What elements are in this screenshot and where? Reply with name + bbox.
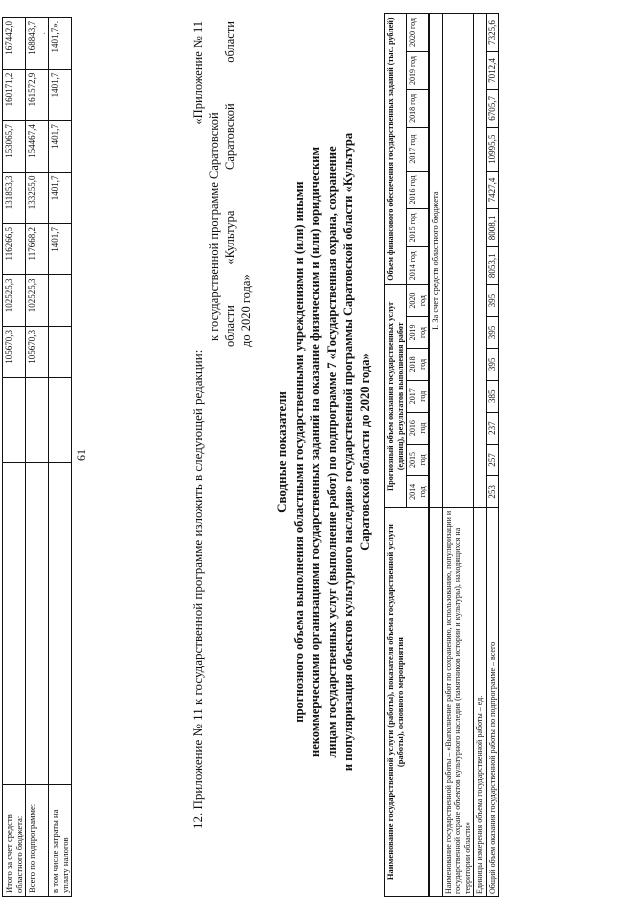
work-name-label: Наименование государственной работы – «Выполнение работ по сохранению, использованию, популяризации и государственной охране объектов культурного наследия (памятников истории и культуры), находящихся на территории области» — [442, 508, 474, 897]
section-title: I. За счет средств областного бюджета — [429, 14, 442, 508]
summary-value: 117668,2 — [26, 224, 49, 275]
appendix-line: к государственной программе Саратовской — [207, 112, 221, 341]
empty-cell — [474, 14, 487, 508]
summary-value: 133255,0 — [26, 172, 49, 223]
year-header: 2015 год — [407, 209, 430, 247]
summary-value: 168843,7 — [26, 18, 49, 70]
total-volume-label: Общий объем оказания государственной работы по подпрограмме – всего — [486, 508, 499, 897]
summary-table — [2, 17, 72, 897]
finance-value: 8053,1 — [486, 247, 499, 285]
table-row — [442, 14, 474, 897]
table-row — [486, 14, 499, 897]
summary-value — [49, 275, 72, 326]
heading-line: прогнозного объема выполнения областными государственными учреждениями и (или) иными — [291, 181, 306, 723]
finance-value: 7012,4 — [486, 52, 499, 90]
summary-value: 1401,7 — [49, 172, 72, 223]
table-row — [429, 14, 442, 897]
volume-value: 253 — [486, 476, 499, 508]
summary-value: 1401,7». — [49, 18, 72, 70]
year-header: 2020 год — [407, 14, 430, 52]
col-header-finance: Объем финансового обеспечения государственных заданий (тыс. рублей) — [385, 14, 407, 285]
year-header: 2017 год — [407, 127, 430, 171]
summary-value: 1401,7 — [49, 121, 72, 172]
empty-cell — [26, 462, 49, 785]
year-header: 2019 год — [407, 317, 430, 349]
appendix-line: области «Культура Саратовской области — [223, 21, 237, 347]
heading-title: Сводные показатели — [274, 391, 289, 513]
table-row — [49, 18, 72, 897]
summary-row-label: Всего по подпрограмме: — [26, 785, 49, 897]
intro-text: 12. Приложение № 11 к государственной программе изложить в следующей редакции: — [190, 349, 205, 829]
summary-value: 154467,4 — [26, 121, 49, 172]
year-header: 2018 год — [407, 348, 430, 380]
appendix-line: «Приложение № 11 — [191, 21, 205, 125]
summary-value: 131853,3 — [3, 172, 26, 223]
finance-value: 7427,4 — [486, 171, 499, 209]
volume-value: 395 — [486, 348, 499, 380]
volume-value: 395 — [486, 285, 499, 317]
summary-value: 167442,0 — [3, 18, 26, 70]
appendix-line: до 2020 года» — [239, 274, 253, 347]
empty-cell — [49, 462, 72, 785]
page-number: 61 — [74, 449, 88, 461]
empty-cell — [3, 378, 26, 462]
year-header: 2016 год — [407, 171, 430, 209]
col-header-name: Наименование государственной услуги (работы), показателя объема государственной услуги (работы), основного мероприятия — [385, 508, 430, 897]
summary-row-label: в том числе затраты на уплату налогов — [49, 785, 72, 897]
col-header-volume: Прогнозный объем оказания государственных услуг (единиц), результатов выполнения работ — [385, 285, 407, 508]
heading-line: лицам государственных услуг (выполнение работ) по подпрограмме 7 «Государственная охрана, сохранение — [324, 146, 339, 758]
table-row — [26, 18, 49, 897]
year-header: 2014 год — [407, 476, 430, 508]
empty-cell — [429, 508, 442, 897]
year-header: 2014 год — [407, 247, 430, 285]
year-header: 2020 год — [407, 285, 430, 317]
summary-value: 105670,3 — [26, 326, 49, 377]
volume-value: 257 — [486, 444, 499, 476]
summary-value — [49, 326, 72, 377]
summary-value: 1401,7 — [49, 69, 72, 120]
year-header: 2016 год — [407, 412, 430, 444]
summary-value: 1401,7 — [49, 224, 72, 275]
table-row — [474, 14, 487, 897]
summary-value: 105670,3 — [3, 326, 26, 377]
empty-cell — [49, 378, 72, 462]
finance-value: 7325,6 — [486, 14, 499, 52]
year-header: 2019 год — [407, 52, 430, 90]
summary-value: 160171,2 — [3, 69, 26, 120]
heading-line: Саратовской области до 2020 года» — [357, 353, 372, 551]
volume-value: 385 — [486, 380, 499, 412]
document-heading — [274, 27, 373, 877]
year-header: 2017 год — [407, 380, 430, 412]
year-header: 2015 год — [407, 444, 430, 476]
summary-value: 153065,7 — [3, 121, 26, 172]
heading-line: и популяризация объектов культурного наследия» государственной программы Саратовской области «Культура — [341, 132, 355, 772]
empty-cell — [3, 462, 26, 785]
summary-row-label: Итого за счет средств областного бюджета: — [3, 785, 26, 897]
volume-value: 237 — [486, 412, 499, 444]
finance-value: 8008,1 — [486, 209, 499, 247]
year-header: 2018 год — [407, 89, 430, 127]
summary-value: 102525,3 — [3, 275, 26, 326]
finance-value: 10995,5 — [486, 127, 499, 171]
indicators-table — [384, 13, 499, 897]
volume-value: 395 — [486, 317, 499, 349]
table-row — [3, 18, 26, 897]
summary-value: 116266,5 — [3, 224, 26, 275]
summary-value: 102525,3 — [26, 275, 49, 326]
unit-label: Единицы измерения объема государственной работы – ед. — [474, 508, 487, 897]
empty-cell — [26, 378, 49, 462]
finance-value: 6705,7 — [486, 89, 499, 127]
scan-mark: · — [40, 31, 51, 35]
empty-cell — [442, 14, 474, 508]
summary-value: 161572,9 — [26, 69, 49, 120]
heading-line: некоммерческими организациями государственных заданий на оказание физическим и (или) юридическим — [308, 147, 322, 757]
appendix-note — [190, 21, 254, 347]
table-header-row — [385, 14, 407, 897]
